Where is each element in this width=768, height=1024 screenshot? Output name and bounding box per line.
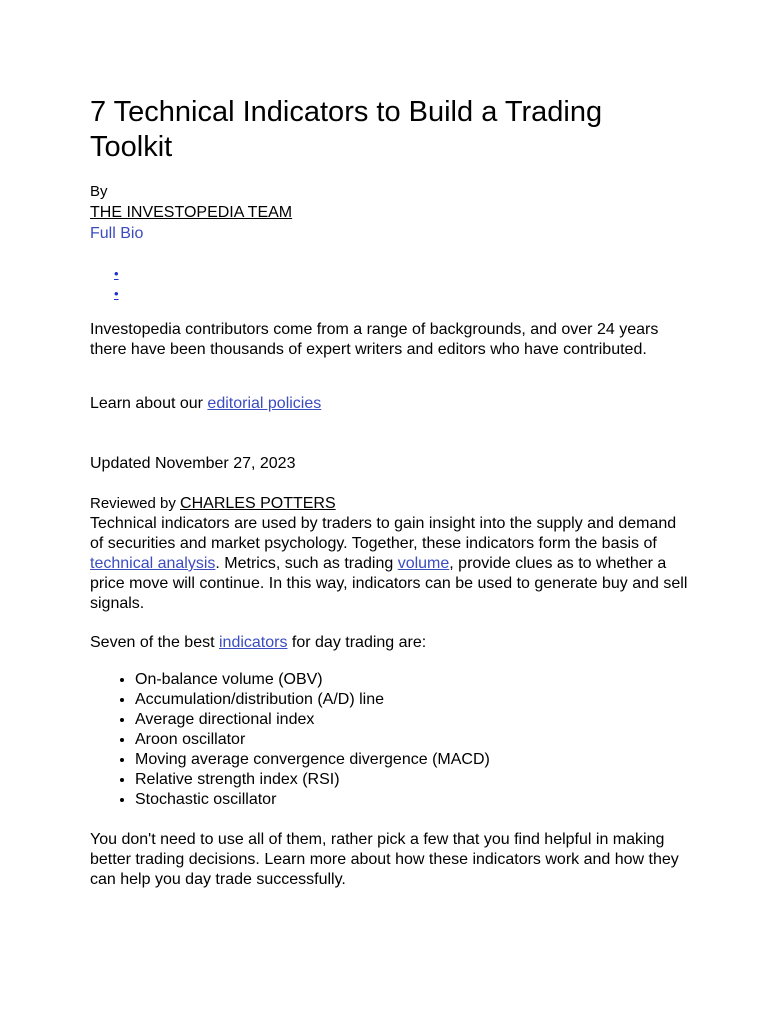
- by-label: By: [90, 183, 108, 200]
- editorial-policies-link[interactable]: editorial policies: [207, 395, 322, 412]
- full-bio-link[interactable]: Full Bio: [90, 225, 144, 242]
- indicators-list: [110, 670, 490, 810]
- list-item: • Average directional index: [135, 710, 490, 730]
- updated-date: Updated November 27, 2023: [90, 455, 296, 472]
- seven-prefix: Seven of the best: [90, 634, 219, 651]
- editorial-prefix: Learn about our: [90, 395, 208, 412]
- reviewer-link[interactable]: CHARLES POTTERS: [180, 495, 336, 512]
- list-item: • Moving average convergence divergence (MACD): [135, 750, 490, 770]
- reviewed-by: [90, 494, 690, 514]
- list-item: • Accumulation/distribution (A/D) line: [135, 690, 490, 710]
- share-link-item: [114, 265, 140, 285]
- seven-suffix: for day trading are:: [287, 634, 427, 651]
- list-item: • Stochastic oscillator: [135, 790, 490, 810]
- intro-paragraph: [90, 514, 690, 614]
- intro-text-2: . Metrics, such as trading: [215, 555, 398, 572]
- intro-text-3: , provide clues as to whether a price move will continue. In this way, indicators can be used to generate buy and sell signals.: [90, 555, 688, 612]
- list-item: • Relative strength index (RSI): [135, 770, 490, 790]
- seven-indicators-paragraph: [90, 633, 690, 653]
- intro-text-1: Technical indicators are used by traders to gain insight into the supply and demand of securities and market psychology. Together, these indicators form the basis of: [90, 515, 677, 552]
- volume-link[interactable]: volume: [397, 555, 450, 572]
- share-link-item: [114, 285, 140, 305]
- share-link-2[interactable]: •: [114, 286, 119, 301]
- author-link[interactable]: THE INVESTOPEDIA TEAM: [90, 204, 293, 221]
- page-title: 7 Technical Indicators to Build a Trading Toolkit: [90, 96, 603, 163]
- share-links-list: [114, 265, 140, 305]
- reviewed-label: Reviewed by: [90, 495, 181, 512]
- closing-paragraph: You don't need to use all of them, rather pick a few that you find helpful in making better trading decisions. Learn more about how these indicators work and how they can help you day trade successfully.: [90, 831, 679, 888]
- list-item: • On-balance volume (OBV): [135, 670, 490, 690]
- editorial-paragraph: [90, 394, 690, 414]
- list-item: • Aroon oscillator: [135, 730, 490, 750]
- technical-analysis-link[interactable]: technical analysis: [90, 555, 216, 572]
- share-link-1[interactable]: •: [114, 266, 119, 281]
- indicators-link[interactable]: indicators: [218, 634, 288, 651]
- contributors-paragraph: Investopedia contributors come from a range of backgrounds, and over 24 years there have been thousands of expert writers and editors who have contributed.: [90, 321, 659, 358]
